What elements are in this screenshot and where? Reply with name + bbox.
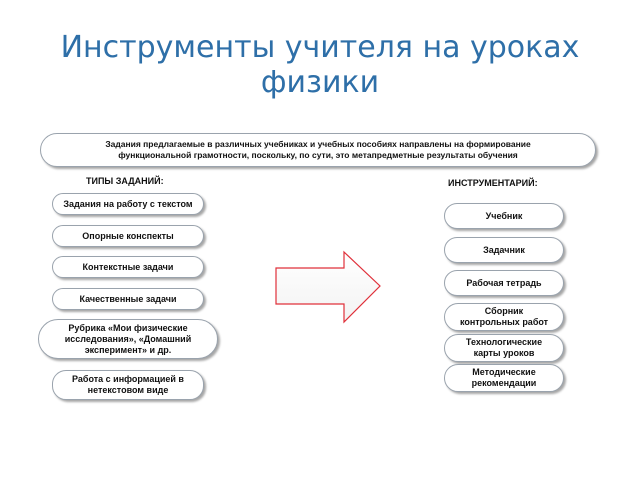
toolkit-item: Сборник контрольных работ bbox=[444, 303, 564, 331]
task-type-item: Качественные задачи bbox=[52, 288, 204, 310]
task-type-item: Рубрика «Мои физические исследования», «Домашний эксперимент» и др. bbox=[38, 319, 218, 359]
toolkit-item: Технологические карты уроков bbox=[444, 334, 564, 362]
toolkit-item: Учебник bbox=[444, 203, 564, 229]
page-title: Инструменты учителя на уроках физики bbox=[60, 30, 580, 100]
right-arrow-icon bbox=[272, 250, 384, 326]
toolkit-item: Методические рекомендации bbox=[444, 364, 564, 392]
toolkit-item: Задачник bbox=[444, 237, 564, 263]
task-type-item: Опорные конспекты bbox=[52, 225, 204, 247]
task-type-item: Работа с информацией в нетекстовом виде bbox=[52, 370, 204, 400]
toolkit-heading: ИНСТРУМЕНТАРИЙ: bbox=[448, 178, 538, 188]
statement-banner: Задания предлагаемые в различных учебниках и учебных пособиях направлены на формирование функциональной грамотности, поскольку, по сути, это метапредметные результаты обучения bbox=[40, 133, 596, 167]
task-type-item: Задания на работу с текстом bbox=[52, 193, 204, 215]
task-type-item: Контекстные задачи bbox=[52, 256, 204, 278]
task-types-heading: ТИПЫ ЗАДАНИЙ: bbox=[86, 176, 164, 186]
toolkit-item: Рабочая тетрадь bbox=[444, 270, 564, 296]
